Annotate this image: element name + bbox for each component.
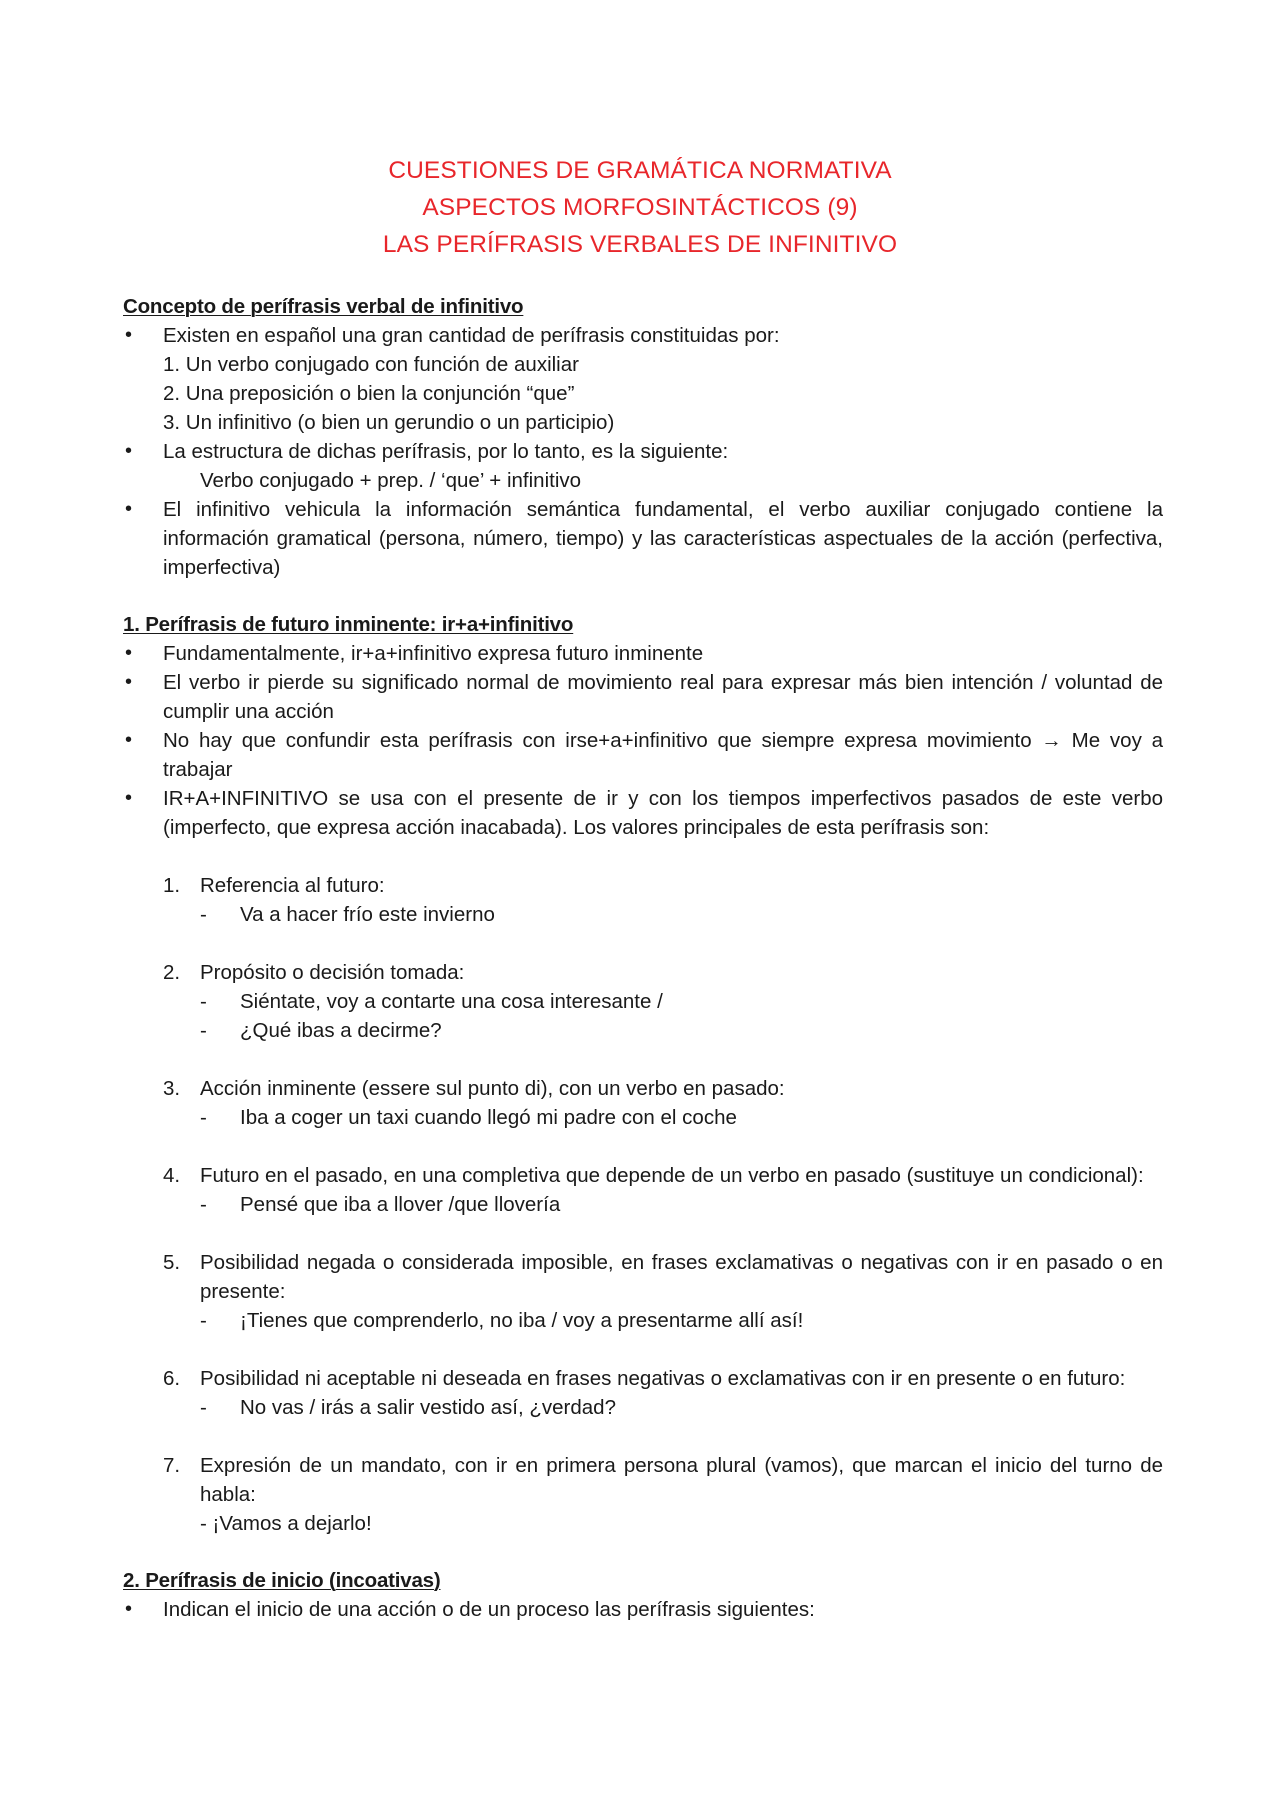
ordered-item-number: 5. <box>163 1251 181 1274</box>
bullet-item <box>123 1595 1163 1624</box>
bullet-marker: • <box>125 642 133 664</box>
bullet-item <box>123 639 1163 668</box>
bullet-text: La estructura de dichas perífrasis, por lo tanto, es la siguiente: <box>163 440 729 463</box>
ordered-list <box>123 871 1163 1538</box>
example-dash: - <box>200 903 207 926</box>
bullet-text: El infinitivo vehicula la información semántica fundamental, el verbo auxiliar conjugado contiene la información gramatical (persona, número, tiempo) y las características aspectuales de la acción (perfectiva, imperfectiva) <box>163 498 1163 579</box>
ordered-item-text: Expresión de un mandato, con ir en primera persona plural (vamos), que marcan el inicio del turno de habla: <box>200 1454 1163 1506</box>
ordered-item-text: Futuro en el pasado, en una completiva que depende de un verbo en pasado (sustituye un condicional): <box>200 1164 1144 1187</box>
example-line <box>200 900 1163 929</box>
ordered-item-number: 4. <box>163 1164 181 1187</box>
section <box>123 1566 1163 1624</box>
section-heading: 2. Perífrasis de inicio (incoativas) <box>123 1569 441 1592</box>
example-dash: - <box>200 1019 207 1042</box>
example-text: ¿Qué ibas a decirme? <box>240 1019 442 1042</box>
example-text: ¡Tienes que comprenderlo, no iba / voy a presentarme allí así! <box>240 1309 804 1332</box>
ordered-item-number: 2. <box>163 961 181 984</box>
example-line <box>200 1306 1163 1335</box>
bullet-text: El verbo ir pierde su significado normal de movimiento real para expresar más bien intención / voluntad de cumplir una acción <box>163 671 1163 723</box>
bullet-subline: Verbo conjugado + prep. / ‘que’ + infinitivo <box>200 469 582 492</box>
title-line: ASPECTOS MORFOSINTÁCTICOS (9) <box>422 194 858 221</box>
bullet-subline: 1. Un verbo conjugado con función de auxiliar <box>163 353 579 376</box>
bullet-item <box>123 321 1163 437</box>
bullet-marker: • <box>125 324 133 346</box>
section-heading: Concepto de perífrasis verbal de infinitivo <box>123 295 524 318</box>
bullet-item <box>123 668 1163 726</box>
ordered-item-text: Propósito o decisión tomada: <box>200 961 465 984</box>
ordered-item-number: 6. <box>163 1367 181 1390</box>
example-dash: - <box>200 1106 207 1129</box>
example-text: Siéntate, voy a contarte una cosa interesante / <box>240 990 663 1013</box>
bullet-item <box>123 784 1163 842</box>
ordered-item <box>123 1161 1163 1219</box>
bullet-marker: • <box>125 498 133 520</box>
example-text: No vas / irás a salir vestido así, ¿verdad? <box>240 1396 616 1419</box>
ordered-item-text: Acción inminente (essere sul punto di), con un verbo en pasado: <box>200 1077 785 1100</box>
bullet-marker: • <box>125 787 133 809</box>
ordered-item-number: 7. <box>163 1454 181 1477</box>
bullet-marker: • <box>125 729 133 751</box>
bullet-item <box>123 726 1163 784</box>
example-dash: - <box>200 1193 207 1216</box>
bullet-text: Indican el inicio de una acción o de un proceso las perífrasis siguientes: <box>163 1598 815 1621</box>
bullet-subline: 2. Una preposición o bien la conjunción “que” <box>163 382 575 405</box>
ordered-item <box>123 1248 1163 1335</box>
ordered-item-number: 3. <box>163 1077 181 1100</box>
document-body <box>123 292 1163 1624</box>
bullet-marker: • <box>125 440 133 462</box>
example-text: Va a hacer frío este invierno <box>240 903 495 926</box>
bullet-marker: • <box>125 671 133 693</box>
bullet-subline: 3. Un infinitivo (o bien un gerundio o un participio) <box>163 411 615 434</box>
ordered-item <box>123 1074 1163 1132</box>
ordered-item <box>123 958 1163 1045</box>
ordered-item <box>123 871 1163 929</box>
example-line <box>200 1016 1163 1045</box>
ordered-item-number: 1. <box>163 874 181 897</box>
ordered-item-text: Referencia al futuro: <box>200 874 385 897</box>
example-line <box>200 987 1163 1016</box>
bullet-item <box>123 495 1163 582</box>
bullet-item <box>123 437 1163 495</box>
example-text: Iba a coger un taxi cuando llegó mi padre con el coche <box>240 1106 737 1129</box>
example-dash: - <box>200 1396 207 1419</box>
bullet-text: IR+A+INFINITIVO se usa con el presente de ir y con los tiempos imperfectivos pasados de este verbo (imperfecto, que expresa acción inacabada). Los valores principales de esta perífrasis son: <box>163 787 1163 839</box>
example-line <box>200 1393 1163 1422</box>
example-text: - ¡Vamos a dejarlo! <box>200 1512 372 1535</box>
section-heading: 1. Perífrasis de futuro inminente: ir+a+infinitivo <box>123 613 574 636</box>
title-line: CUESTIONES DE GRAMÁTICA NORMATIVA <box>388 157 892 184</box>
title-line: LAS PERÍFRASIS VERBALES DE INFINITIVO <box>382 231 898 258</box>
section <box>123 610 1163 1538</box>
example-text: Pensé que iba a llover /que llovería <box>240 1193 561 1216</box>
ordered-item <box>123 1364 1163 1422</box>
bullet-text: No hay que confundir esta perífrasis con irse+a+infinitivo que siempre expresa movimiento → Me voy a trabajar <box>163 729 1163 781</box>
example-line <box>200 1190 1163 1219</box>
ordered-item <box>123 1451 1163 1538</box>
document-title <box>0 152 1280 263</box>
bullet-text: Existen en español una gran cantidad de perífrasis constituidas por: <box>163 324 780 347</box>
example-dash: - <box>200 990 207 1013</box>
example-dash: - <box>200 1309 207 1332</box>
example-line <box>200 1103 1163 1132</box>
bullet-marker: • <box>125 1598 133 1620</box>
ordered-item-text: Posibilidad negada o considerada imposible, en frases exclamativas o negativas con ir en pasado o en presente: <box>200 1251 1163 1303</box>
section <box>123 292 1163 582</box>
ordered-item-text: Posibilidad ni aceptable ni deseada en frases negativas o exclamativas con ir en presente o en futuro: <box>200 1367 1126 1390</box>
bullet-text: Fundamentalmente, ir+a+infinitivo expresa futuro inminente <box>163 642 704 665</box>
